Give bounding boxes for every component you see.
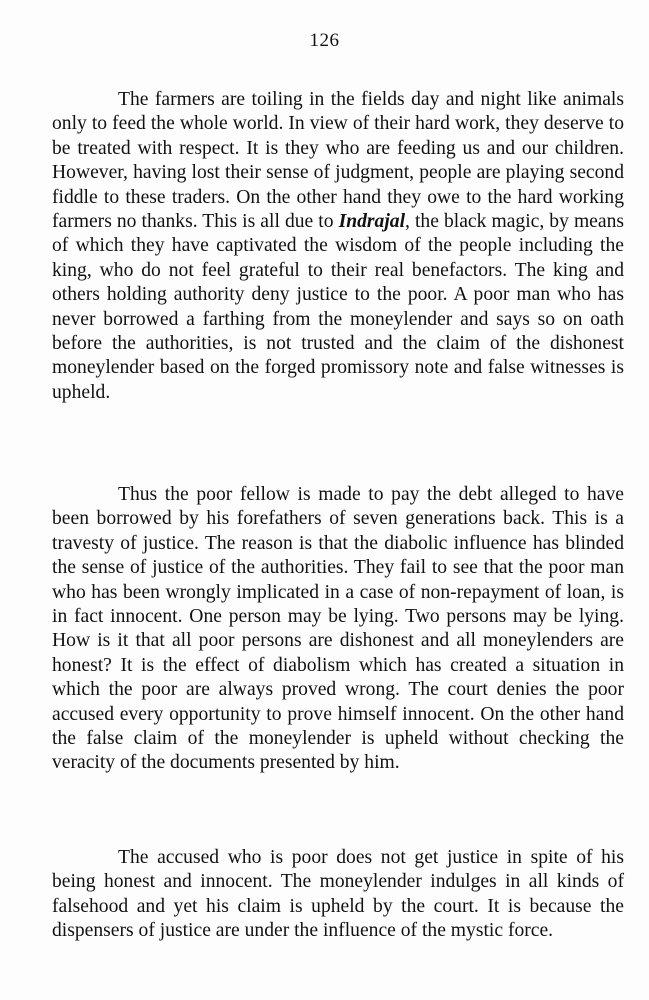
paragraph-3: The accused who is poor does not get justice in spite of his being honest and innocent. The moneylender indulges in all kinds of falsehood and yet his claim is upheld by the court. It is because the dispensers of justice are under the influence of the mystic force. [52,847,624,942]
paragraph-2: Thus the poor fellow is made to pay the debt alleged to have been borrowed by his forefathers of seven generations back. This is a travesty of justice. The reason is that the diabolic influence has blinded the sense of justice of the authorities. They fail to see that the poor man who has been wrongly implicated in a case of non-repayment of loan, is in fact innocent. One person may be lying. Two persons may be lying. How is it that all poor persons are dishonest and all moneylenders are honest? It is the effect of diabolism which has created a situation in which the poor are always proved wrong. The court denies the poor accused every opportunity to prove himself innocent. On the other hand the false claim of the moneylender is upheld without checking the veracity of the documents presented by him. [52,484,624,774]
paragraph-1-emphasis: Indrajal [338,211,406,233]
page-number: 126 [309,30,340,51]
paragraph-1 [52,88,624,405]
paragraph-1-text-after: , the black magic, by means of which they have captivated the wisdom of the people including the king, who do not feel grateful to their real benefactors. The king and others holding authority deny justice to the poor. A poor man who has never borrowed a farthing from the moneylender and says so on oath before the authorities, is not trusted and the claim of the dishonest moneylender based on the forged promissory note and false witnesses is upheld. [52,211,624,403]
paragraph-1-text-before: The farmers are toiling in the fields day and night like animals only to feed the whole world. In view of their hard work, they deserve to be treated with respect. It is they who are feeding us and our children. However, having lost their sense of judgment, people are playing second fiddle to these traders. On the other hand they owe to the hard working farmers no thanks. This is all due to [52,89,624,233]
